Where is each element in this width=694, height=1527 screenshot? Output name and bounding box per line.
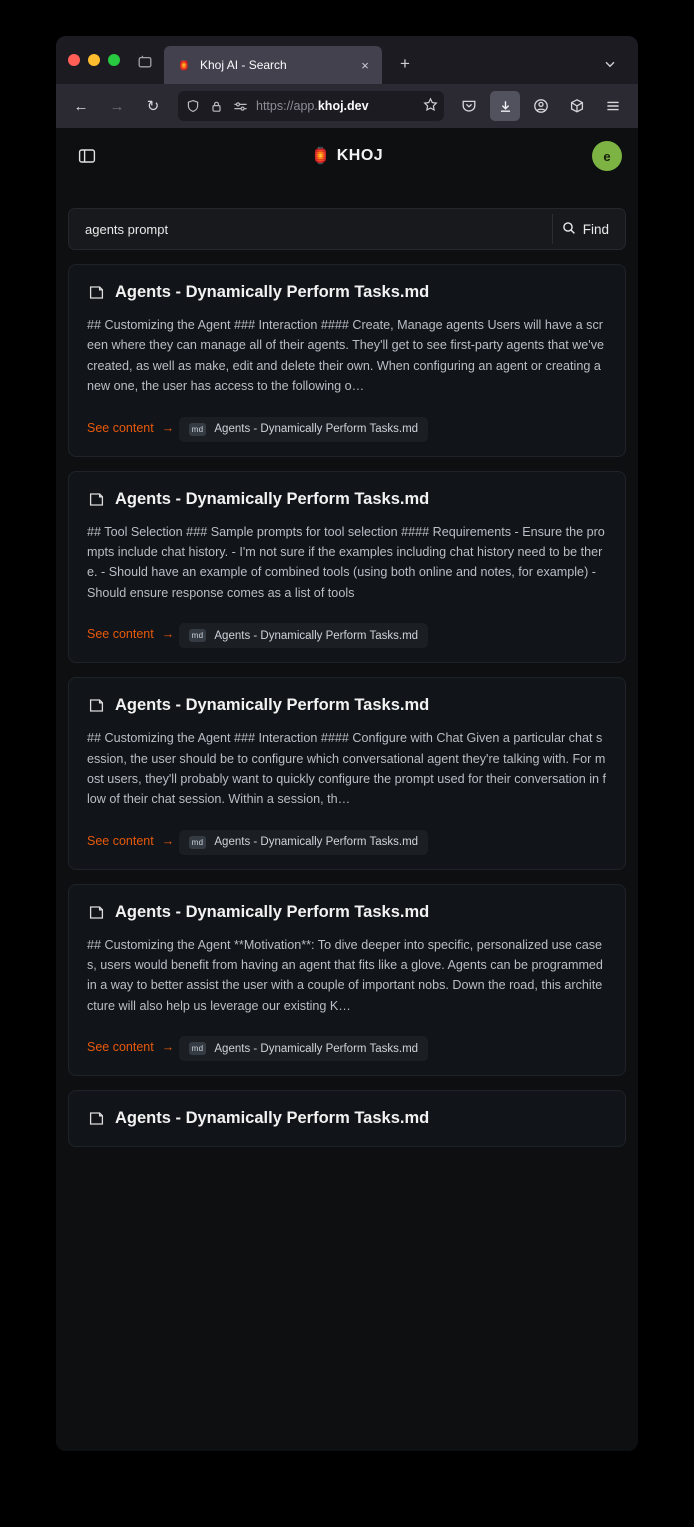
source-file-chip[interactable] [179, 417, 428, 442]
source-file-chip[interactable] [179, 623, 428, 648]
search-bar [68, 208, 626, 250]
search-input[interactable] [83, 221, 552, 238]
new-tab-button[interactable]: + [400, 54, 410, 73]
result-snippet: ## Tool Selection ### Sample prompts for tool selection #### Requirements - Ensure the prompts include chat history. - I'm not sure if the examples including chat history need to be there. - Should have an example of combined tools (using both online and notes, for example) - Should ensure response comes as a list of tools [87, 524, 605, 600]
tab-list-icon[interactable] [130, 47, 160, 77]
khoj-wordmark: KHOJ [336, 147, 384, 164]
search-icon [562, 221, 576, 238]
find-label: Find [582, 221, 609, 237]
khoj-lamp-icon: 🏮 [177, 59, 191, 72]
source-file-label: Agents - Dynamically Perform Tasks.md [214, 629, 419, 642]
browser-navbar [56, 84, 638, 128]
card-header [87, 903, 607, 922]
note-icon [87, 697, 105, 715]
note-icon [87, 1110, 105, 1128]
url-text[interactable]: https://app.khoj.dev [256, 99, 369, 113]
card-header [87, 490, 607, 509]
source-file-label: Agents - Dynamically Perform Tasks.md [214, 836, 419, 849]
extensions-icon[interactable] [562, 91, 592, 121]
khoj-lamp-icon: 🏮 [310, 148, 331, 165]
file-extension-badge: md [189, 1042, 207, 1055]
minimize-window-button[interactable] [88, 54, 100, 66]
forward-button[interactable]: → [109, 97, 125, 115]
hamburger-menu-icon[interactable] [598, 91, 628, 121]
see-content-link[interactable] [87, 834, 174, 848]
source-file-chip[interactable] [179, 830, 428, 855]
khoj-app-header [56, 128, 638, 184]
search-result-card[interactable] [68, 884, 626, 1077]
file-extension-badge: md [189, 836, 207, 849]
arrow-right-icon: → [161, 420, 175, 435]
search-result-card[interactable] [68, 471, 626, 664]
search-results-list [56, 264, 638, 1437]
result-title: Agents - Dynamically Perform Tasks.md [115, 489, 430, 508]
avatar[interactable]: e [592, 141, 622, 171]
find-button[interactable] [552, 214, 621, 244]
result-title: Agents - Dynamically Perform Tasks.md [115, 902, 430, 921]
see-content-label: See content [87, 627, 154, 642]
permissions-icon[interactable] [232, 98, 249, 115]
source-file-chip[interactable] [179, 1036, 428, 1061]
tab-title: Khoj AI - Search [200, 58, 287, 72]
note-icon [87, 490, 105, 508]
result-title: Agents - Dynamically Perform Tasks.md [115, 1109, 430, 1128]
see-content-label: See content [87, 420, 154, 435]
reload-button[interactable]: ↻ [146, 98, 160, 115]
account-icon[interactable] [526, 91, 556, 121]
see-content-link[interactable] [87, 627, 174, 641]
chevron-down-icon[interactable] [596, 50, 624, 78]
search-result-card[interactable] [68, 1090, 626, 1147]
download-icon[interactable] [490, 91, 520, 121]
result-snippet: ## Customizing the Agent ### Interaction #### Create, Manage agents Users will have a screen where they can manage all of their agents. They'll get to see first-party agents that we've created, as well as make, edit and delete their own. When configuring an agent or creating a new one, the user has access to the following o… [87, 318, 605, 394]
browser-window [56, 36, 638, 1451]
file-extension-badge: md [189, 423, 207, 436]
browser-tab[interactable] [164, 46, 382, 84]
pocket-icon[interactable] [454, 91, 484, 121]
lock-icon[interactable] [208, 98, 225, 115]
page-viewport [56, 128, 638, 1451]
card-header [87, 1109, 607, 1128]
maximize-window-button[interactable] [108, 54, 120, 66]
search-result-card[interactable] [68, 677, 626, 870]
star-icon[interactable] [423, 97, 438, 115]
arrow-right-icon: → [161, 627, 175, 642]
shield-icon[interactable] [184, 98, 201, 115]
close-window-button[interactable] [68, 54, 80, 66]
arrow-right-icon: → [161, 1040, 175, 1055]
see-content-label: See content [87, 833, 154, 848]
result-snippet: ## Customizing the Agent ### Interaction #### Configure with Chat Given a particular chat session, the user should be to configure which conversational agent they're talking with. For most users, they'll probably want to quickly configure the prompt used for their conversation in flow of their chat session. Within a session, th… [87, 731, 607, 807]
sidebar-toggle-icon[interactable] [74, 143, 100, 169]
card-header [87, 696, 607, 715]
see-content-link[interactable] [87, 1040, 174, 1054]
result-snippet: ## Customizing the Agent **Motivation**: To dive deeper into specific, personalized use cases, users would benefit from having an agent that fits like a glove. Agents can be programmed in a way to better assist the user with a couple of important nobs. Down the road, this architecture will also help us leverage our existing K… [87, 937, 603, 1013]
window-controls [68, 36, 130, 84]
result-title: Agents - Dynamically Perform Tasks.md [115, 696, 430, 715]
source-file-label: Agents - Dynamically Perform Tasks.md [214, 423, 419, 436]
browser-titlebar [56, 36, 638, 84]
card-header [87, 283, 607, 302]
search-result-card[interactable] [68, 264, 626, 457]
note-icon [87, 284, 105, 302]
file-extension-badge: md [189, 629, 207, 642]
arrow-right-icon: → [161, 833, 175, 848]
see-content-label: See content [87, 1040, 154, 1055]
khoj-logo [56, 146, 638, 166]
close-icon[interactable]: × [361, 57, 369, 73]
note-icon [87, 903, 105, 921]
see-content-link[interactable] [87, 421, 174, 435]
back-button[interactable]: ← [73, 97, 89, 115]
result-title: Agents - Dynamically Perform Tasks.md [115, 283, 430, 301]
source-file-label: Agents - Dynamically Perform Tasks.md [214, 1042, 419, 1055]
url-bar[interactable] [178, 91, 444, 121]
